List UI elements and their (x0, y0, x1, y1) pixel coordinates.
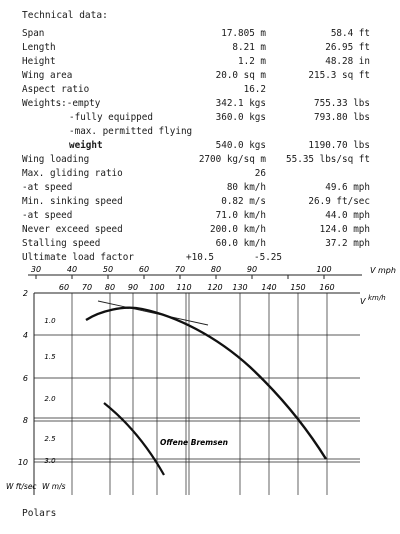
kmh-tick-label: 90 (127, 283, 139, 292)
row-imperial-value: 44.0 mph (325, 210, 370, 221)
ms-tick-label: 2.5 (44, 435, 56, 443)
row-metric-value: 16.2 (243, 84, 266, 95)
ms-tick-label: 2.0 (44, 395, 56, 403)
technical-data-title: Technical data: (22, 10, 108, 21)
row-metric-value: 80 km/h (226, 182, 266, 193)
row-imperial-value: 1190.70 lbs (308, 140, 370, 151)
row-label: Wing loading (22, 154, 90, 165)
row-label: Height (22, 56, 56, 67)
row-length (22, 42, 392, 56)
row-metric-value: 1.2 m (238, 56, 266, 67)
row-wing-area (22, 70, 392, 84)
figure-caption: Polars (22, 508, 57, 519)
row-metric-value: 0.82 m/s (221, 196, 266, 207)
row-label: Length (22, 42, 56, 53)
row-metric-value: 360.0 kgs (215, 112, 266, 123)
row-metric-value: 540.0 kgs (215, 140, 266, 151)
mph-tick-label: 100 (316, 265, 332, 274)
row-sink-speed (22, 210, 392, 224)
row-label: -at speed (22, 210, 73, 221)
row-label: -max. permitted flying (69, 126, 193, 137)
row-imperial-value: 48.28 in (325, 56, 370, 67)
row-label: Wing area (22, 70, 73, 81)
kmh-tick-label: 120 (207, 283, 223, 292)
row-wing-loading (22, 154, 392, 168)
kmh-tick-label: 160 (319, 283, 335, 292)
row-weight-equipped (22, 112, 392, 126)
row-imperial-value: 58.4 ft (330, 28, 370, 39)
kmh-tick-label: 140 (261, 283, 277, 292)
mph-tick-label: 60 (138, 265, 150, 274)
mph-unit-label: V mph (370, 266, 396, 275)
row-label: Aspect ratio (22, 84, 90, 95)
kmh-tick-label: 60 (58, 283, 70, 292)
row-imperial-value: 755.33 lbs (314, 98, 370, 109)
mph-tick-label: 80 (210, 265, 222, 274)
best-glide-tangent (98, 301, 208, 325)
row-metric-value: 26 (254, 168, 266, 179)
ms-unit-label: W m/s (42, 482, 66, 491)
kmh-tick-label: 110 (176, 283, 192, 292)
clean-polar-curve (86, 308, 326, 459)
row-glide-speed (22, 182, 392, 196)
row-label: Max. gliding ratio (22, 168, 123, 179)
kmh-tick-label: 130 (232, 283, 248, 292)
row-metric-value: 8.21 m (232, 42, 266, 53)
row-never-exceed (22, 224, 392, 238)
row-imperial-value: 26.95 ft (325, 42, 370, 53)
row-label: -fully equipped (69, 112, 153, 123)
row-metric-value: 2700 kg/sq m (198, 154, 266, 165)
mph-tick-label: 90 (246, 265, 258, 274)
kmh-tick-label: 70 (81, 283, 93, 292)
row-metric-value: 71.0 km/h (215, 210, 266, 221)
row-metric-value: 60.0 km/h (215, 238, 266, 249)
ft-unit-label: W ft/sec (6, 482, 37, 491)
row-label: Span (22, 28, 45, 39)
row-imperial-value: 26.9 ft/sec (308, 196, 370, 207)
kmh-unit-label: km/h (368, 294, 386, 302)
ms-tick-label: 3.0 (44, 457, 56, 465)
ft-tick-label: 8 (22, 416, 28, 425)
row-metric-value: 17.805 m (221, 28, 266, 39)
mph-tick-label: 50 (102, 265, 114, 274)
ft-tick-label: 4 (22, 331, 28, 340)
row-label: Min. sinking speed (22, 196, 123, 207)
row-label: -at speed (22, 182, 73, 193)
row-label: weight (69, 140, 103, 151)
row-span (22, 28, 392, 42)
row-positive-value: +10.5 (186, 252, 214, 263)
row-label: Weights:-empty (22, 98, 101, 109)
ms-tick-label: 1.5 (44, 353, 56, 361)
mph-tick-label: 30 (30, 265, 42, 274)
row-max-flying (22, 126, 392, 140)
row-metric-value: 342.1 kgs (215, 98, 266, 109)
kmh-unit-prefix: V (360, 297, 366, 306)
row-label: Ultimate load factor (22, 252, 134, 263)
row-aspect-ratio (22, 84, 392, 98)
row-metric-value: 20.0 sq m (215, 70, 266, 81)
row-imperial-value: 49.6 mph (325, 182, 370, 193)
row-label: Never exceed speed (22, 224, 123, 235)
row-imperial-value: 55.35 lbs/sq ft (286, 154, 370, 165)
row-stalling-speed (22, 238, 392, 252)
mph-ticks (36, 275, 324, 279)
airbrake-polar-curve (104, 403, 164, 475)
ft-tick-label: 10 (17, 458, 28, 467)
row-imperial-value: 215.3 sq ft (308, 70, 370, 81)
ms-tick-label: 1.0 (44, 317, 56, 325)
mph-tick-label: 40 (66, 265, 78, 274)
kmh-tick-label: 80 (104, 283, 116, 292)
kmh-tick-label: 150 (290, 283, 306, 292)
polar-chart (0, 263, 400, 503)
row-gliding-ratio (22, 168, 392, 182)
row-imperial-value: 124.0 mph (319, 224, 370, 235)
ft-tick-label: 6 (22, 374, 28, 383)
row-label: Stalling speed (22, 238, 101, 249)
ft-tick-label: 2 (22, 289, 28, 298)
row-max-weight (22, 140, 392, 154)
row-weight-empty (22, 98, 392, 112)
row-imperial-value: 793.80 lbs (314, 112, 370, 123)
row-metric-value: 200.0 km/h (210, 224, 266, 235)
row-min-sink (22, 196, 392, 210)
kmh-tick-label: 100 (149, 283, 165, 292)
row-imperial-value: 37.2 mph (325, 238, 370, 249)
row-height (22, 56, 392, 70)
mph-tick-label: 70 (174, 265, 186, 274)
airbrake-label: Offene Bremsen (160, 438, 228, 447)
row-negative-value: -5.25 (254, 252, 282, 263)
